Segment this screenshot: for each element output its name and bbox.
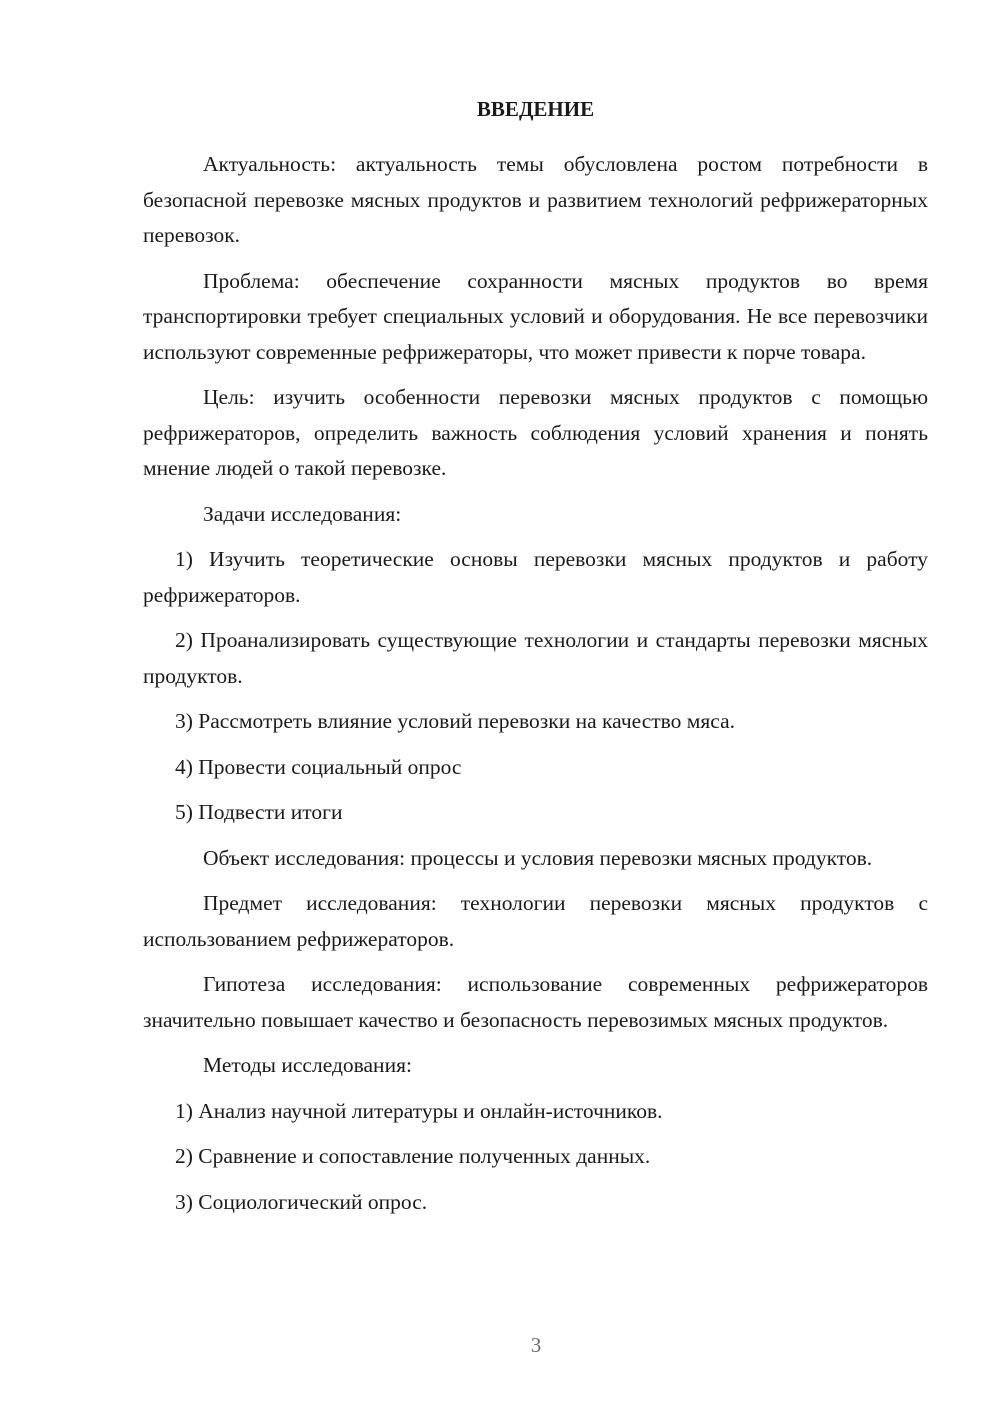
page-number: 3 <box>530 1333 542 1357</box>
method-item-1: 1) Анализ научной литературы и онлайн-источников. <box>175 1098 663 1123</box>
relevance-paragraph: Актуальность: актуальность темы обусловлена ростом потребности в безопасной перевозке мясных продуктов и развитием технологий рефрижераторных перевозок. <box>143 152 928 247</box>
methods-heading: Методы исследования: <box>203 1053 412 1077</box>
task-item-5: 5) Подвести итоги <box>175 800 343 824</box>
task-item-3: 3) Рассмотреть влияние условий перевозки на качество мяса. <box>175 709 736 733</box>
task-item-1: 1) Изучить теоретические основы перевозки мясных продуктов и работу рефрижераторов. <box>143 547 928 607</box>
method-item-3: 3) Социологический опрос. <box>175 1189 428 1214</box>
problem-paragraph: Проблема: обеспечение сохранности мясных продуктов во время транспортировки требует специальных условий и оборудования. Не все перевозчики используют современные рефрижераторы, что может привести к порче товара. <box>143 268 928 364</box>
hypothesis-paragraph: Гипотеза исследования: использование современных рефрижераторов значительно повышает качество и безопасность перевозимых мясных продуктов. <box>143 972 928 1032</box>
goal-paragraph: Цель: изучить особенности перевозки мясных продуктов с помощью рефрижераторов, определить важность соблюдения условий хранения и понять мнение людей о такой перевозке. <box>143 385 928 480</box>
task-item-4: 4) Провести социальный опрос <box>175 754 462 779</box>
section-heading: ВВЕДЕНИЕ <box>476 97 595 121</box>
document-page <box>143 92 928 1230</box>
task-item-2: 2) Проанализировать существующие технологии и стандарты перевозки мясных продуктов. <box>143 628 928 688</box>
object-paragraph: Объект исследования: процессы и условия перевозки мясных продуктов. <box>203 845 873 870</box>
method-item-2: 2) Сравнение и сопоставление полученных данных. <box>175 1144 651 1168</box>
subject-paragraph: Предмет исследования: технологии перевозки мясных продуктов с использованием рефрижераторов. <box>143 891 928 951</box>
tasks-heading: Задачи исследования: <box>203 501 402 526</box>
